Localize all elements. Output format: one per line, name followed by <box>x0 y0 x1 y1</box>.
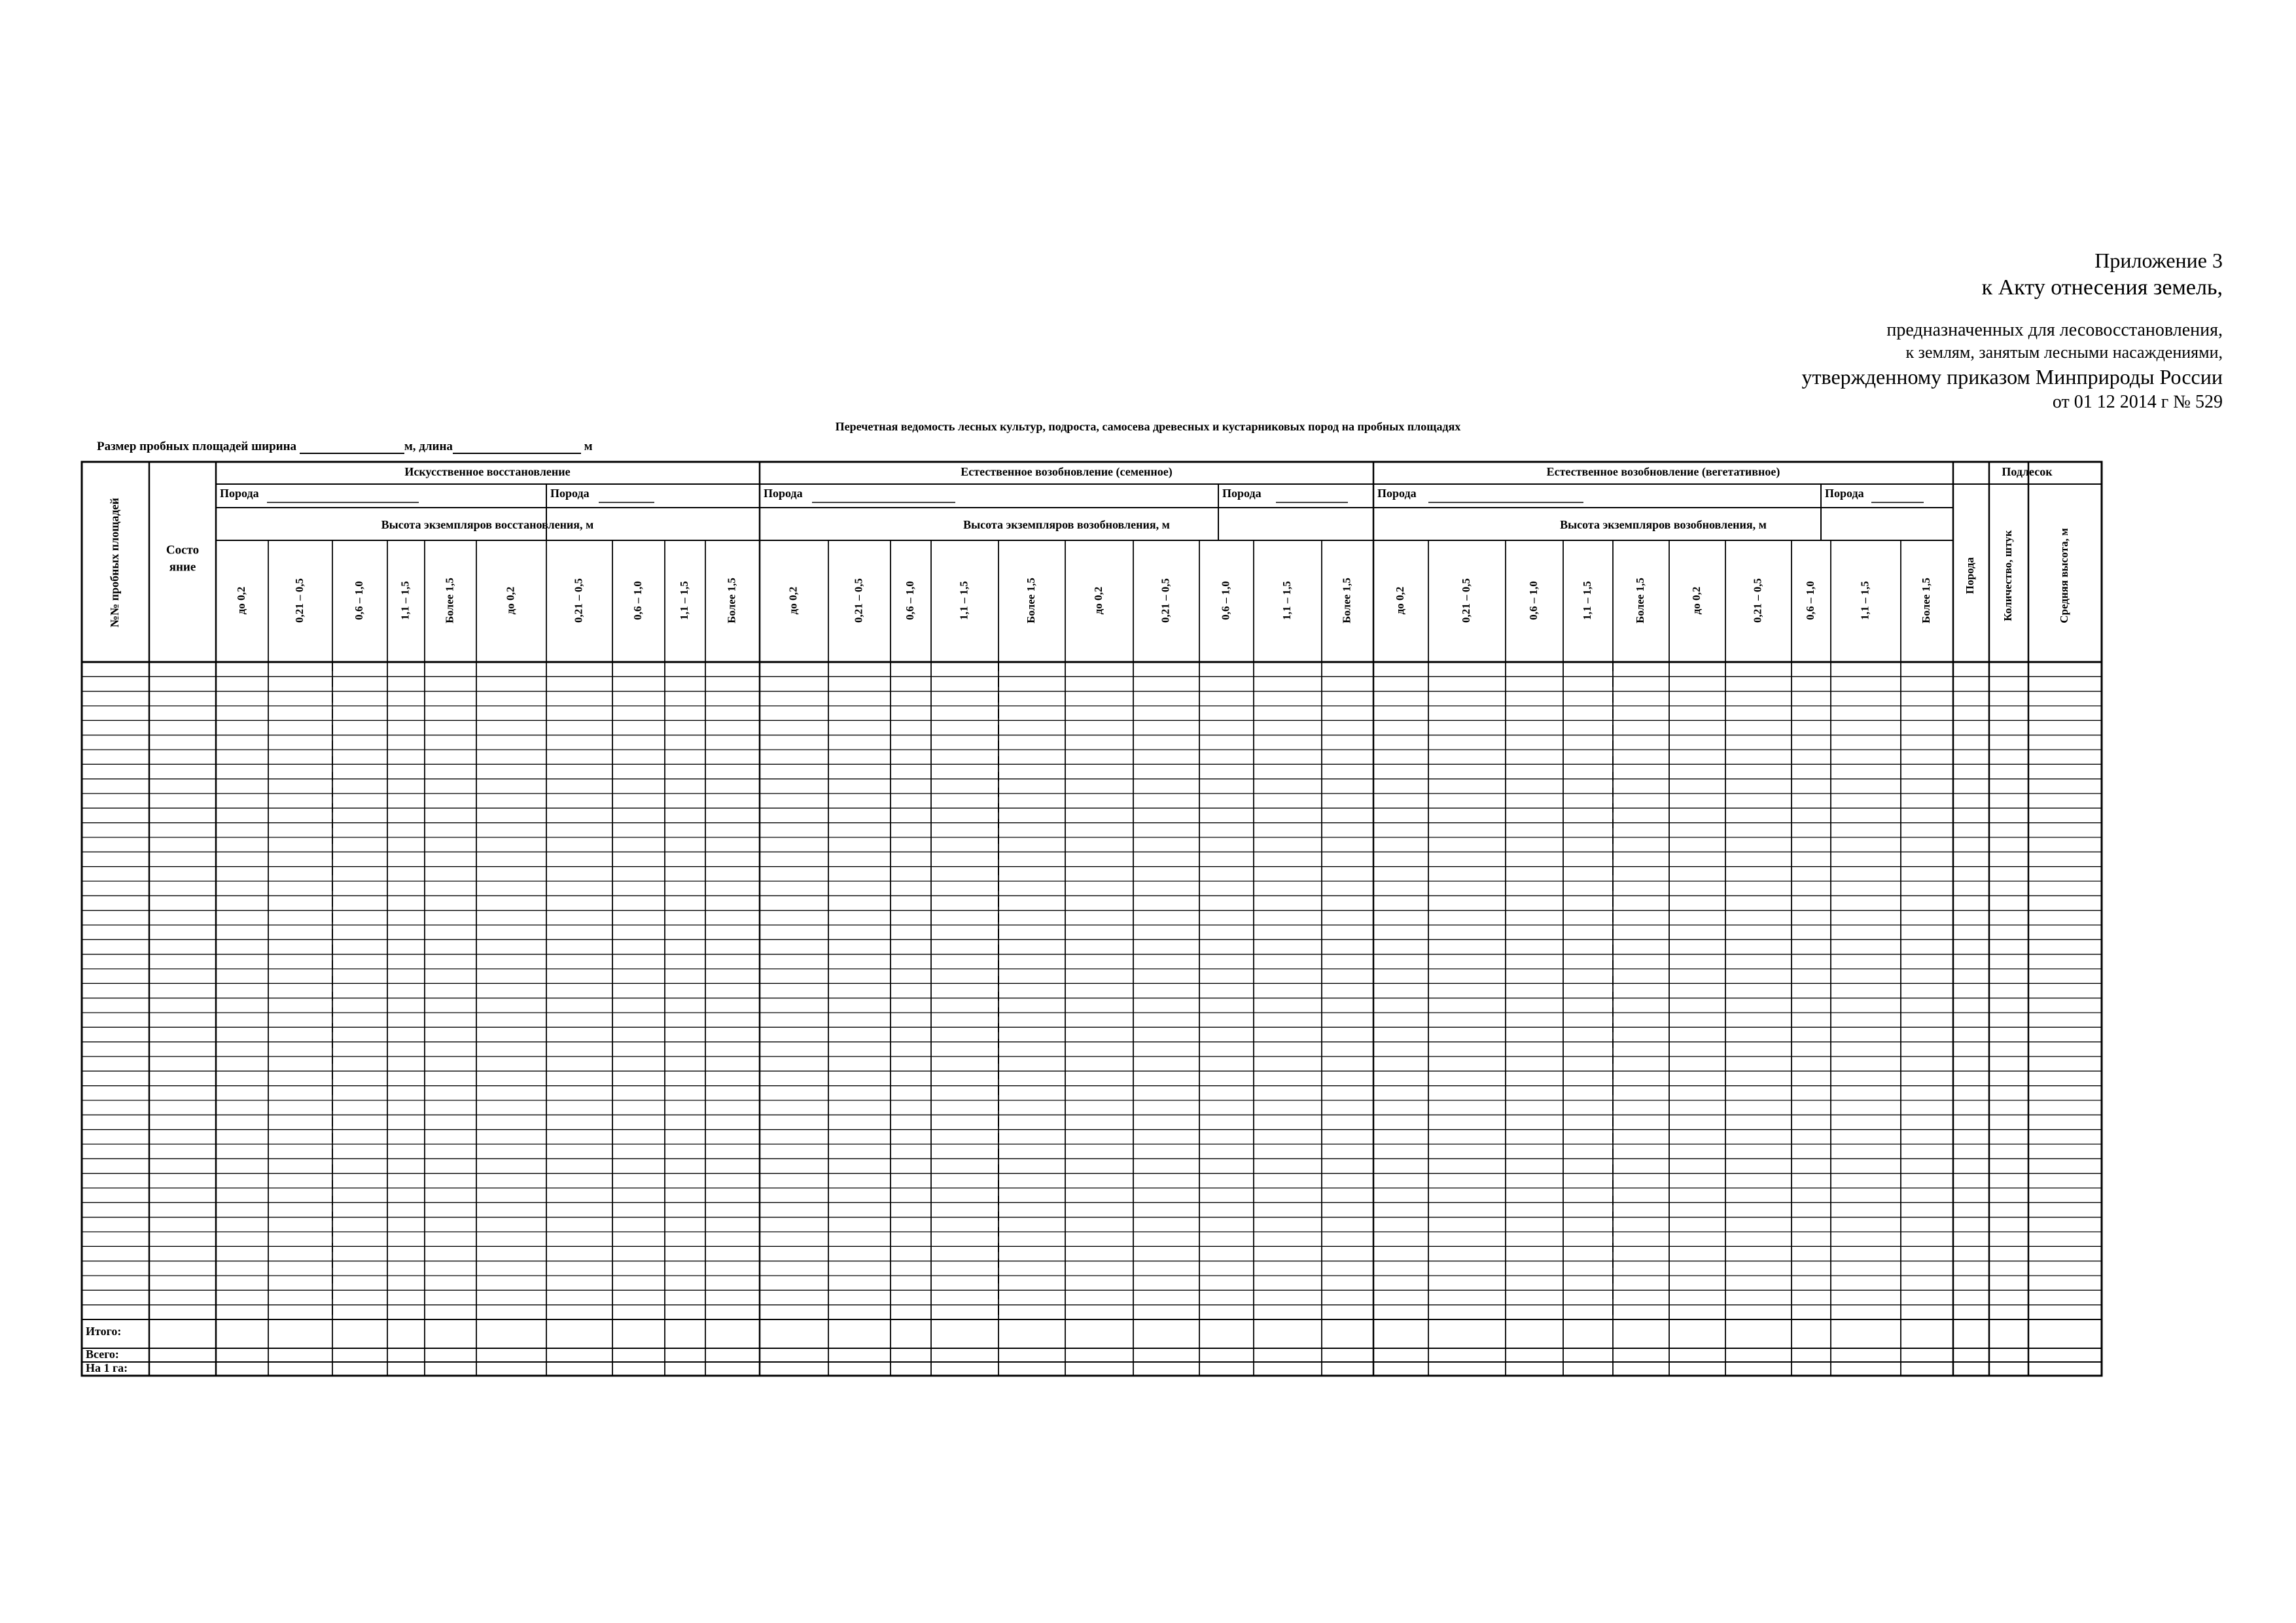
total-label: Итого: <box>86 1325 122 1338</box>
undergrowth-species-col: Порода <box>1963 557 1976 595</box>
height-class-label: Более 1,5 <box>725 578 738 623</box>
height-class-label: Более 1,5 <box>1340 578 1353 623</box>
height-title-artificial: Высота экземпляров восстановления, м <box>381 518 594 532</box>
col-plot-no: №№ пробных площадей <box>108 497 122 628</box>
height-class-label: Более 1,5 <box>1633 578 1646 623</box>
height-class-label: 0,21 – 0,5 <box>572 578 585 623</box>
height-class-label: 1,1 – 1,5 <box>957 581 970 620</box>
veg-species-1: Порода <box>1377 487 1417 500</box>
height-class-label: до 0,2 <box>1689 586 1703 615</box>
section-natural-seed: Естественное возобновление (семенное) <box>961 465 1173 479</box>
veg-species-2: Порода <box>1825 487 1864 500</box>
col-state-line2: яние <box>169 560 196 574</box>
height-class-label: до 0,2 <box>1091 586 1104 615</box>
form-title: Перечетная ведомость лесных культур, подроста, самосева древесных и кустарниковых пород на пробных площадях <box>835 420 1461 433</box>
height-class-label: до 0,2 <box>504 586 517 615</box>
undergrowth-count-col: Количество, штук <box>2001 530 2014 621</box>
height-class-label: 0,21 – 0,5 <box>1751 578 1764 623</box>
plot-size-suffix: м <box>584 440 593 453</box>
height-class-label: 0,6 – 1,0 <box>1219 581 1232 620</box>
height-class-label: 0,6 – 1,0 <box>903 581 916 620</box>
height-class-label: до 0,2 <box>1393 586 1406 615</box>
height-class-label: до 0,2 <box>786 586 800 615</box>
height-class-label: 0,6 – 1,0 <box>631 581 644 620</box>
plot-size-prefix: Размер пробных площадей ширина <box>97 440 297 453</box>
height-class-label: Более 1,5 <box>1919 578 1932 623</box>
height-class-label: 1,1 – 1,5 <box>1858 581 1871 620</box>
height-class-label: 0,6 – 1,0 <box>1803 581 1816 620</box>
plot-size-mid: м, длина <box>404 440 453 453</box>
height-class-label: Более 1,5 <box>443 578 456 623</box>
appendix-purpose-line: предназначенных для лесовосстановления, <box>1886 320 2223 340</box>
per-hectare-label: На 1 га: <box>86 1361 128 1375</box>
height-class-label: до 0,2 <box>234 586 247 615</box>
height-title-veg: Высота экземпляров возобновления, м <box>1560 518 1767 532</box>
height-class-label: 0,21 – 0,5 <box>292 578 306 623</box>
artificial-species-1: Порода <box>220 487 259 500</box>
height-class-label: 0,21 – 0,5 <box>1159 578 1172 623</box>
artificial-species-2: Порода <box>550 487 590 500</box>
height-class-label: 1,1 – 1,5 <box>1280 581 1293 620</box>
height-class-label: Более 1,5 <box>1024 578 1037 623</box>
appendix-date-line: от 01 12 2014 г № 529 <box>2052 392 2223 412</box>
section-undergrowth: Подлесок <box>2002 465 2053 479</box>
undergrowth-height-col: Средняя высота, м <box>2057 528 2070 623</box>
section-artificial: Искусственное восстановление <box>404 465 571 479</box>
appendix-order-line: утвержденному приказом Минприроды России <box>1801 365 2223 389</box>
seed-species-2: Порода <box>1222 487 1262 500</box>
section-natural-veg: Естественное возобновление (вегетативное) <box>1546 465 1780 479</box>
appendix-act-ref: к Акту отнесения земель, <box>1981 275 2223 300</box>
height-class-label: 0,21 – 0,5 <box>1459 578 1472 623</box>
height-class-label: 0,6 – 1,0 <box>1527 581 1540 620</box>
seed-species-1: Порода <box>764 487 803 500</box>
appendix-number: Приложение 3 <box>2094 249 2223 272</box>
height-class-label: 0,21 – 0,5 <box>852 578 865 623</box>
appendix-lands-line: к землям, занятым лесными насаждениями, <box>1905 343 2223 362</box>
height-class-label: 1,1 – 1,5 <box>677 581 690 620</box>
height-class-label: 1,1 – 1,5 <box>398 581 412 620</box>
height-title-natural: Высота экземпляров возобновления, м <box>963 518 1170 532</box>
height-class-label: 1,1 – 1,5 <box>1580 581 1593 620</box>
grand-total-label: Всего: <box>86 1348 119 1361</box>
col-state-line1: Состо <box>166 543 200 557</box>
height-class-label: 0,6 – 1,0 <box>352 581 365 620</box>
